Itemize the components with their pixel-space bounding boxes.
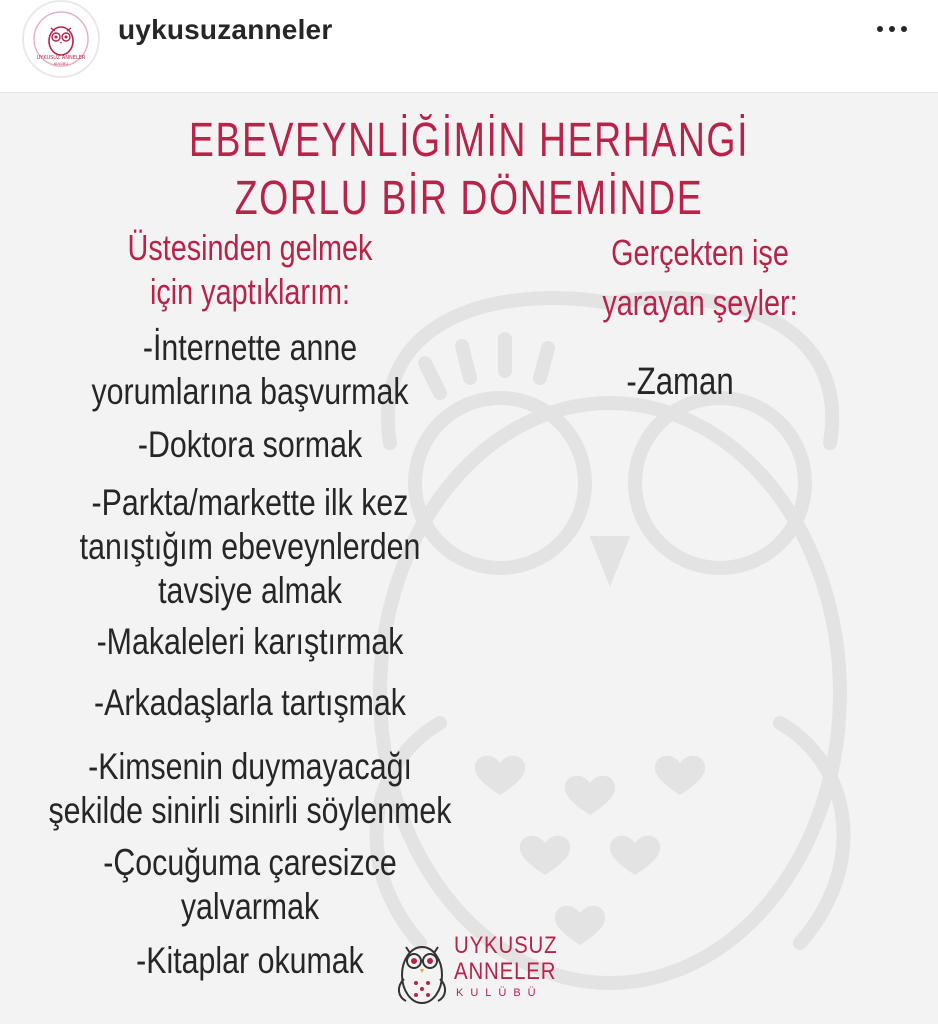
list-item (78, 939, 422, 983)
list-item-line: -Doktora sormak (137, 424, 363, 465)
left-heading-line-2: için yaptıklarım: (149, 271, 351, 312)
list-item (61, 620, 438, 664)
list-item-line: -Parkta/markette ilk kez (91, 482, 409, 523)
right-heading-line-2: yarayan şeyler: (602, 282, 798, 323)
post-image[interactable] (0, 93, 938, 1024)
owl-logo-icon (29, 7, 93, 71)
right-list-item: -Zaman (626, 361, 734, 403)
username-link[interactable]: uykusuzanneler (118, 14, 333, 45)
dot-icon (889, 26, 895, 32)
list-item-line: yorumlarına başvurmak (91, 371, 409, 412)
list-item-line: -Kimsenin duymayacağı (88, 746, 412, 787)
post-title-line-2: ZORLU BİR DÖNEMİNDE (234, 172, 704, 225)
list-item (61, 841, 438, 929)
post-title-line-1: EBEVEYNLİĞİMİN HERHANGİ (188, 114, 750, 167)
brand-line-2: ANNELER (454, 958, 557, 985)
left-column-heading (98, 226, 402, 314)
list-item (45, 745, 455, 833)
right-heading-line-1: Gerçekten işe (611, 232, 789, 273)
profile-avatar[interactable] (22, 0, 100, 78)
list-item-line: -Çocuğuma çaresizce (103, 842, 397, 883)
right-column-heading (588, 231, 812, 325)
svg-text:KULÜBÜ: KULÜBÜ (53, 62, 69, 66)
brand-name (454, 933, 557, 985)
list-item-line: -Makaleleri karıştırmak (96, 621, 404, 662)
dot-icon (901, 26, 907, 32)
list-item-line: -Kitaplar okumak (136, 940, 364, 981)
owl-brand-icon (392, 931, 452, 1011)
list-item-line: -İnternette anne (142, 327, 358, 368)
brand-logo (392, 931, 572, 1011)
list-item-line: -Arkadaşlarla tartışmak (94, 682, 406, 723)
dot-icon (877, 26, 883, 32)
list-item-line: şekilde sinirli sinirli söylenmek (48, 790, 452, 831)
brand-club: KULÜBÜ (456, 987, 543, 999)
svg-text:UYKUSUZ ANNELER: UYKUSUZ ANNELER (36, 55, 86, 61)
list-item-line: yalvarmak (180, 886, 320, 927)
list-item-line: tanıştığım ebeveynlerden (79, 526, 421, 567)
list-item (61, 681, 438, 725)
more-options-button[interactable] (874, 18, 910, 40)
brand-line-1: UYKUSUZ (454, 932, 558, 959)
list-item (61, 481, 438, 613)
list-item-line: tavsiye almak (158, 570, 342, 611)
list-item (78, 423, 422, 467)
post-header (0, 0, 938, 93)
list-item (78, 326, 422, 414)
left-heading-line-1: Üstesinden gelmek (127, 227, 373, 268)
